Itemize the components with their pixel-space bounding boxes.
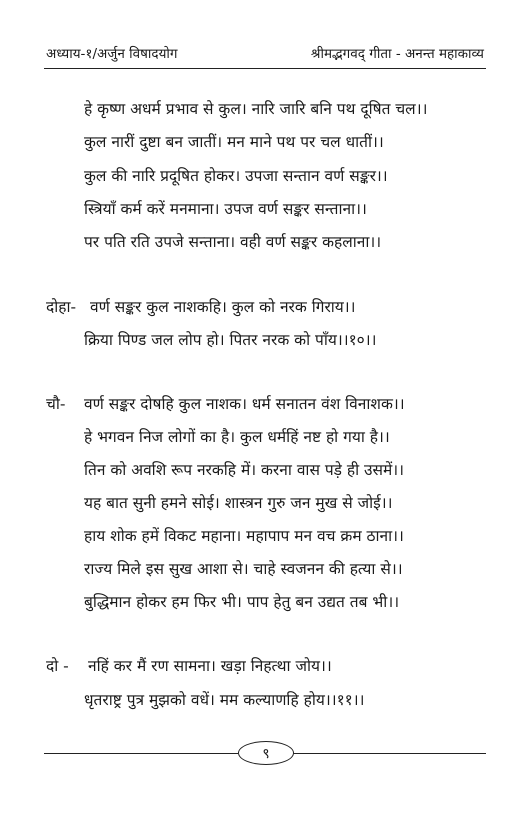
- chaupai-line: तिन को अवशि रूप नरकहि में। करना वास पड़े ही उसमें।।: [84, 461, 405, 479]
- footer-divider-left: [44, 753, 238, 754]
- doha-line: नहिं कर मैं रण सामना। खड़ा निहत्था जोय।।: [88, 657, 332, 675]
- running-header-book-title: श्रीमद्भगवद् गीता - अनन्त महाकाव्य: [310, 46, 484, 62]
- chaupai-line: राज्य मिले इस सुख आशा से। चाहे स्वजनन की हत्या से।।: [84, 560, 403, 578]
- page-number: ९: [262, 745, 270, 762]
- doha-label: दो -: [46, 657, 69, 675]
- chaupai-line: बुद्धिमान होकर हम फिर भी। पाप हेतु बन उद्यत तब भी।।: [84, 593, 400, 611]
- running-header-chapter: अध्याय-१/अर्जुन विषादयोग: [46, 46, 178, 62]
- header-divider: [44, 68, 486, 69]
- chaupai-line: वर्ण सङ्कर दोषहि कुल नाशक। धर्म सनातन वंश विनाशक।।: [84, 395, 405, 413]
- chaupai-line: हे भगवन निज लोगों का है। कुल धर्महिं नष्ट हो गया है।।: [84, 428, 390, 446]
- chaupai-label: चौ-: [46, 395, 66, 413]
- verse-line: कुल नारीं दुष्टा बन जातीं। मन माने पथ पर चल धातीं।।: [84, 133, 384, 151]
- verse-line: हे कृष्ण अधर्म प्रभाव से कुल। नारि जारि बनि पथ दूषित चल।।: [84, 100, 428, 118]
- footer-divider-right: [292, 753, 486, 754]
- doha-line: क्रिया पिण्ड जल लोप हो। पितर नरक को पाँय।।१०।।: [84, 331, 377, 349]
- doha-label: दोहा-: [46, 298, 77, 316]
- verse-line: कुल की नारि प्रदूषित होकर। उपजा सन्तान वर्ण सङ्कर।।: [84, 167, 388, 185]
- chaupai-line: हाय शोक हमें विकट महाना। महापाप मन वच क्रम ठाना।।: [84, 527, 404, 545]
- verse-line: स्त्रियाँ कर्म करें मनमाना। उपज वर्ण सङ्कर सन्ताना।।: [84, 200, 367, 218]
- chaupai-line: यह बात सुनी हमने सोई। शास्त्रन गुरु जन मुख से जोई।।: [84, 494, 393, 512]
- page-number-badge: [238, 741, 294, 765]
- verse-line: पर पति रति उपजे सन्ताना। वही वर्ण सङ्कर कहलाना।।: [84, 233, 382, 251]
- doha-line: धृतराष्ट्र पुत्र मुझको वधें। मम कल्याणहि होय।।११।।: [84, 691, 365, 709]
- doha-line: वर्ण सङ्कर कुल नाशकहि। कुल को नरक गिराय।।: [90, 298, 356, 316]
